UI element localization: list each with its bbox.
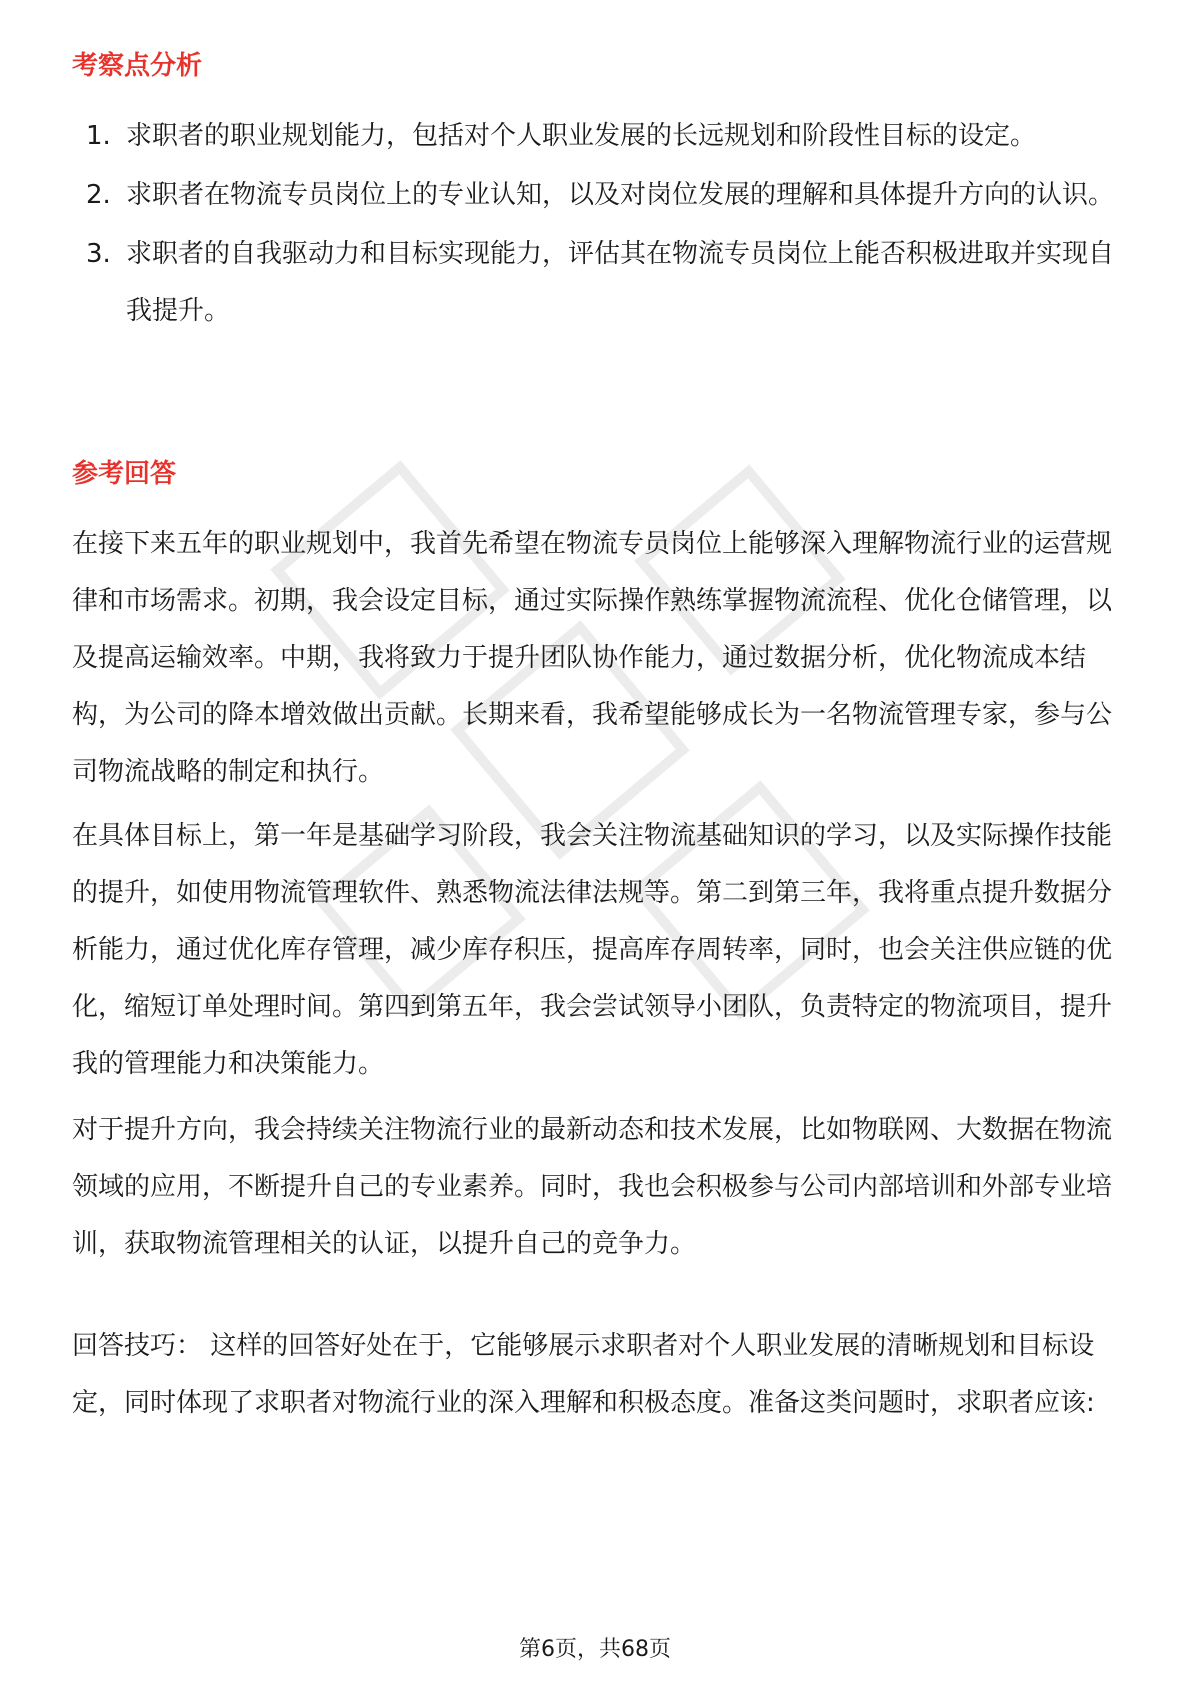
page-number: 第6页，共68页 [519,1637,671,1662]
analysis-heading: 考察点分析 [72,51,203,81]
answer-heading: 参考回答 [72,459,177,489]
answer-tips-paragraph: 回答技巧： 这样的回答好处在于，它能够展示求职者对个人职业发展的清晰规划和目标设定，同时体现了求职者对物流行业的深入理解和积极态度。准备这类问题时，求职者应该: [72,1331,1095,1418]
analysis-list [72,108,1122,342]
answer-paragraph: 在具体目标上，第一年是基础学习阶段，我会关注物流基础知识的学习，以及实际操作技能的提升，如使用物流管理软件、熟悉物流法律法规等。第二到第三年，我将重点提升数据分析能力，通过优化库存管理，减少库存积压，提高库存周转率，同时，也会关注供应链的优化，缩短订单处理时间。第四到第五年，我会尝试领导小团队，负责特定的物流项目，提升我的管理能力和决策能力。 [72,821,1113,1079]
list-item-text: 求职者在物流专员岗位上的专业认知，以及对岗位发展的理解和具体提升方向的认识。 [126,180,1115,210]
list-item-number: 2. [86,180,111,210]
list-item-number: 1. [86,121,111,151]
list-item-number: 3. [86,239,111,269]
list-item [72,167,1122,224]
answer-paragraph: 对于提升方向，我会持续关注物流行业的最新动态和技术发展，比如物联网、大数据在物流领域的应用，不断提升自己的专业素养。同时，我也会积极参与公司内部培训和外部专业培训，获取物流管理相关的认证，以提升自己的竞争力。 [72,1115,1113,1259]
answer-paragraph: 在接下来五年的职业规划中，我首先希望在物流专员岗位上能够深入理解物流行业的运营规律和市场需求。初期，我会设定目标，通过实际操作熟练掌握物流流程、优化仓储管理，以及提高运输效率。中期，我将致力于提升团队协作能力，通过数据分析，优化物流成本结构，为公司的降本增效做出贡献。长期来看，我希望能够成长为一名物流管理专家，参与公司物流战略的制定和执行。 [72,529,1113,787]
list-item [72,226,1122,340]
list-item-text: 求职者的职业规划能力，包括对个人职业发展的长远规划和阶段性目标的设定。 [126,121,1037,151]
list-item-text: 求职者的自我驱动力和目标实现能力，评估其在物流专员岗位上能否积极进取并实现自我提升。 [126,239,1115,326]
list-item [72,108,1122,165]
